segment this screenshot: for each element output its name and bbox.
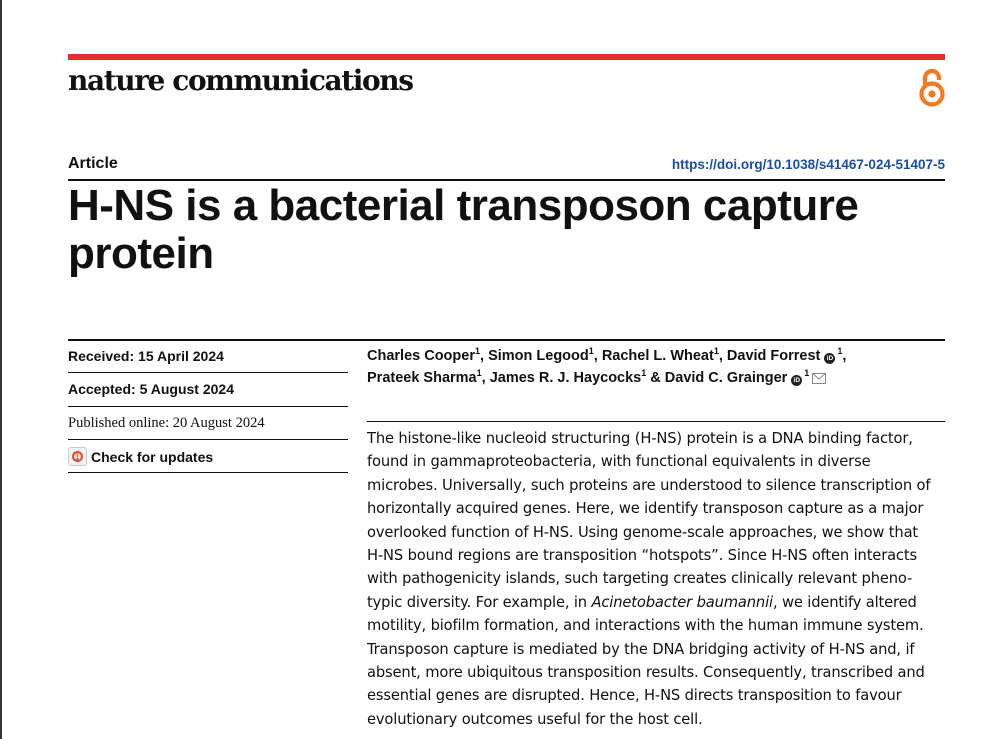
author-name-text: Prateek Sharma — [367, 370, 477, 386]
affiliation-marker: 1 — [641, 368, 647, 379]
abstract-line: motility, biofilm formation, and interactions with the human immune system. — [367, 617, 924, 635]
journal-name[interactable]: nature communications — [68, 64, 413, 97]
author-list — [367, 345, 947, 389]
date-divider-3 — [68, 439, 348, 440]
received-date: Received: 15 April 2024 — [68, 348, 224, 364]
author-name[interactable] — [488, 348, 594, 364]
author-name-text: Rachel L. Wheat — [601, 348, 714, 364]
abstract-line: The histone-like nucleoid structuring (H-NS) protein is a DNA binding factor, — [367, 430, 913, 447]
affiliation-marker: 1 — [713, 346, 719, 357]
author-separator: & — [646, 370, 665, 386]
abstract-line: microbes. Universally, such proteins are understood to silence transcription of — [367, 476, 931, 494]
updates-divider — [68, 472, 348, 473]
author-name[interactable] — [665, 370, 827, 386]
affiliation-marker: 1 — [476, 368, 482, 379]
author-name[interactable] — [727, 348, 843, 364]
date-divider-2 — [68, 406, 348, 407]
abstract-line: Transposon capture is mediated by the DNA bridging activity of H-NS and, if — [367, 640, 915, 658]
author-separator: , — [481, 370, 490, 386]
abstract-divider — [367, 421, 945, 422]
date-divider-1 — [68, 372, 348, 373]
abstract-line: absent, more ubiquitous transposition results. Consequently, transcribed and — [367, 664, 925, 682]
published-date: Published online: 20 August 2024 — [68, 415, 265, 431]
abstract-line-tail: , we identify altered — [772, 593, 917, 611]
author-name[interactable] — [367, 348, 480, 364]
author-name[interactable] — [602, 348, 719, 364]
author-name-text: David C. Grainger — [664, 370, 788, 386]
abstract — [367, 427, 947, 731]
article-title: H-NS is a bacterial transposon capture protein — [68, 181, 859, 278]
author-name[interactable] — [367, 370, 482, 386]
author-name[interactable] — [490, 370, 647, 386]
check-for-updates-label: Check for updates — [91, 448, 214, 465]
orcid-icon[interactable]: iD — [824, 353, 835, 364]
open-access-icon — [916, 66, 948, 108]
page-edge — [0, 0, 2, 739]
author-name-text: Simon Legood — [488, 348, 589, 364]
abstract-line: typic diversity. For example, in — [367, 593, 592, 611]
abstract-line: essential genes are disrupted. Hence, H-NS directs transposition to favour — [367, 687, 902, 705]
article-type-label: Article — [68, 155, 118, 172]
abstract-line: with pathogenicity islands, such targeting creates clinically relevant pheno- — [367, 570, 913, 588]
species-name: Acinetobacter baumannii — [591, 593, 773, 611]
abstract-line: H-NS bound regions are transposition “hotspots”. Since H-NS often interacts — [367, 547, 917, 565]
author-name-text: Charles Cooper — [367, 348, 475, 364]
doi-link[interactable]: https://doi.org/10.1038/s41467-024-51407-5 — [671, 157, 945, 172]
affiliation-marker: 1 — [837, 346, 843, 357]
metadata-top-divider — [68, 339, 945, 341]
author-name-text: James R. J. Haycocks — [489, 370, 642, 386]
author-separator: , — [718, 348, 727, 364]
author-separator: , — [842, 348, 847, 364]
affiliation-marker: 1 — [804, 368, 810, 379]
abstract-line: found in gammaproteobacteria, with functional equivalents in diverse — [367, 453, 871, 471]
author-name-text: David Forrest — [726, 348, 821, 364]
affiliation-marker: 1 — [588, 346, 594, 357]
abstract-line: evolutionary outcomes useful for the host cell. — [367, 710, 703, 728]
check-updates-icon — [68, 447, 87, 466]
author-separator: , — [480, 348, 489, 364]
email-icon[interactable] — [812, 373, 826, 384]
abstract-line: overlooked function of H-NS. Using genome-scale approaches, we show that — [367, 523, 919, 541]
accepted-date: Accepted: 5 August 2024 — [68, 381, 234, 397]
orcid-icon[interactable]: iD — [791, 375, 802, 386]
header-accent-bar — [68, 54, 945, 60]
author-separator: , — [593, 348, 602, 364]
affiliation-marker: 1 — [474, 346, 480, 357]
check-for-updates-button[interactable] — [68, 447, 213, 466]
abstract-line: horizontally acquired genes. Here, we identify transposon capture as a major — [367, 500, 924, 518]
